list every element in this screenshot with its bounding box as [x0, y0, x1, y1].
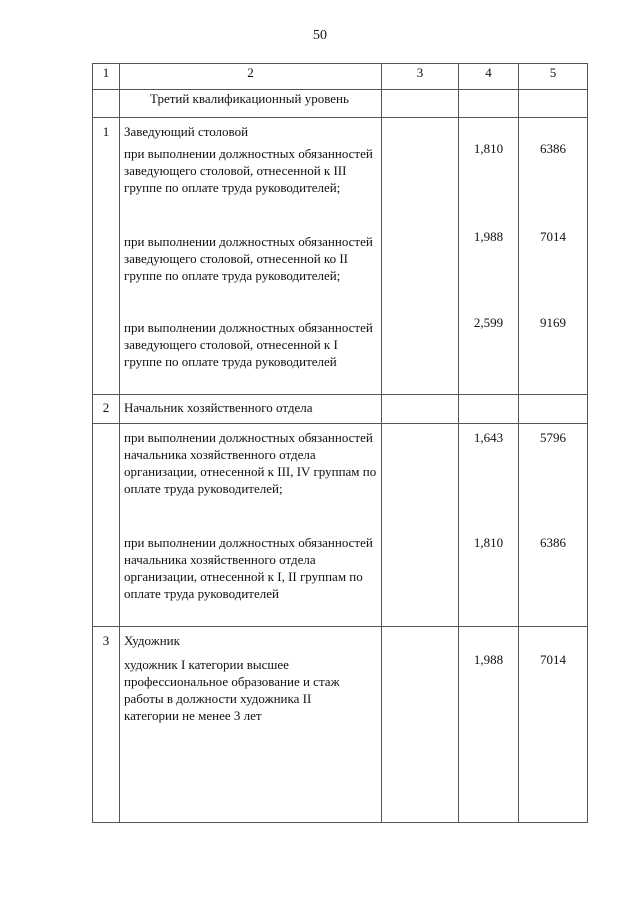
salary-cell [519, 627, 588, 823]
coef-cell [459, 118, 519, 395]
entry-text: при выполнении должностных обязанностей заведующего столовой, отнесенной к I группе по оплате труда руководителей [124, 320, 373, 369]
header-cell-1: 1 [93, 64, 120, 90]
group-cell [120, 627, 382, 823]
level-title: Третий квалификационный уровень [120, 90, 382, 118]
salary: 6386 [540, 141, 566, 156]
salary-cell [519, 118, 588, 395]
coefficient: 2,599 [473, 315, 504, 330]
entry-text: при выполнении должностных обязанностей заведующего столовой, отнесенной к III группе по оплате труда руководителей; [124, 146, 373, 195]
group-cell [120, 424, 382, 627]
group-title: Заведующий столовой [124, 124, 249, 139]
row-number: 1 [93, 118, 120, 395]
row-number: 3 [93, 627, 120, 823]
salary-table [92, 63, 588, 823]
header-cell-2: 2 [120, 64, 382, 90]
salary-cell [519, 424, 588, 627]
entry-text: при выполнении должностных обязанностей начальника хозяйственного отдела организации, отнесенной к III, IV группам по оплате труда руководителей; [124, 430, 377, 496]
table-header-row [93, 64, 588, 90]
table-row [93, 118, 588, 395]
header-cell-5: 5 [519, 64, 588, 90]
coefficient: 1,988 [473, 229, 504, 244]
salary: 7014 [540, 652, 566, 667]
table-row [93, 627, 588, 823]
group-title: Художник [124, 633, 180, 648]
coef-cell [459, 424, 519, 627]
coefficient: 1,810 [473, 141, 504, 156]
header-cell-3: 3 [382, 64, 459, 90]
coefficient: 1,810 [473, 535, 504, 550]
coef-cell [459, 627, 519, 823]
page-number: 50 [313, 28, 327, 43]
salary: 9169 [540, 315, 566, 330]
table-row [93, 424, 588, 627]
coefficient: 1,988 [473, 652, 504, 667]
header-cell-4: 4 [459, 64, 519, 90]
table-row [93, 395, 588, 424]
salary: 6386 [540, 535, 566, 550]
salary: 5796 [540, 430, 566, 445]
entry-text: при выполнении должностных обязанностей начальника хозяйственного отдела организации, отнесенной к I, II группам по оплате труда руководителей [124, 535, 373, 601]
entry-text: при выполнении должностных обязанностей заведующего столовой, отнесенной ко II группе по оплате труда руководителей; [124, 234, 373, 283]
coefficient: 1,643 [473, 430, 504, 445]
row-number: 2 [93, 395, 120, 424]
group-title: Начальник хозяйственного отдела [120, 395, 382, 424]
entry-text: художник I категории высшее профессиональное образование и стаж работы в должности художника II категории не менее 3 лет [124, 657, 340, 723]
group-cell [120, 118, 382, 395]
salary: 7014 [540, 229, 566, 244]
level-row [93, 90, 588, 118]
